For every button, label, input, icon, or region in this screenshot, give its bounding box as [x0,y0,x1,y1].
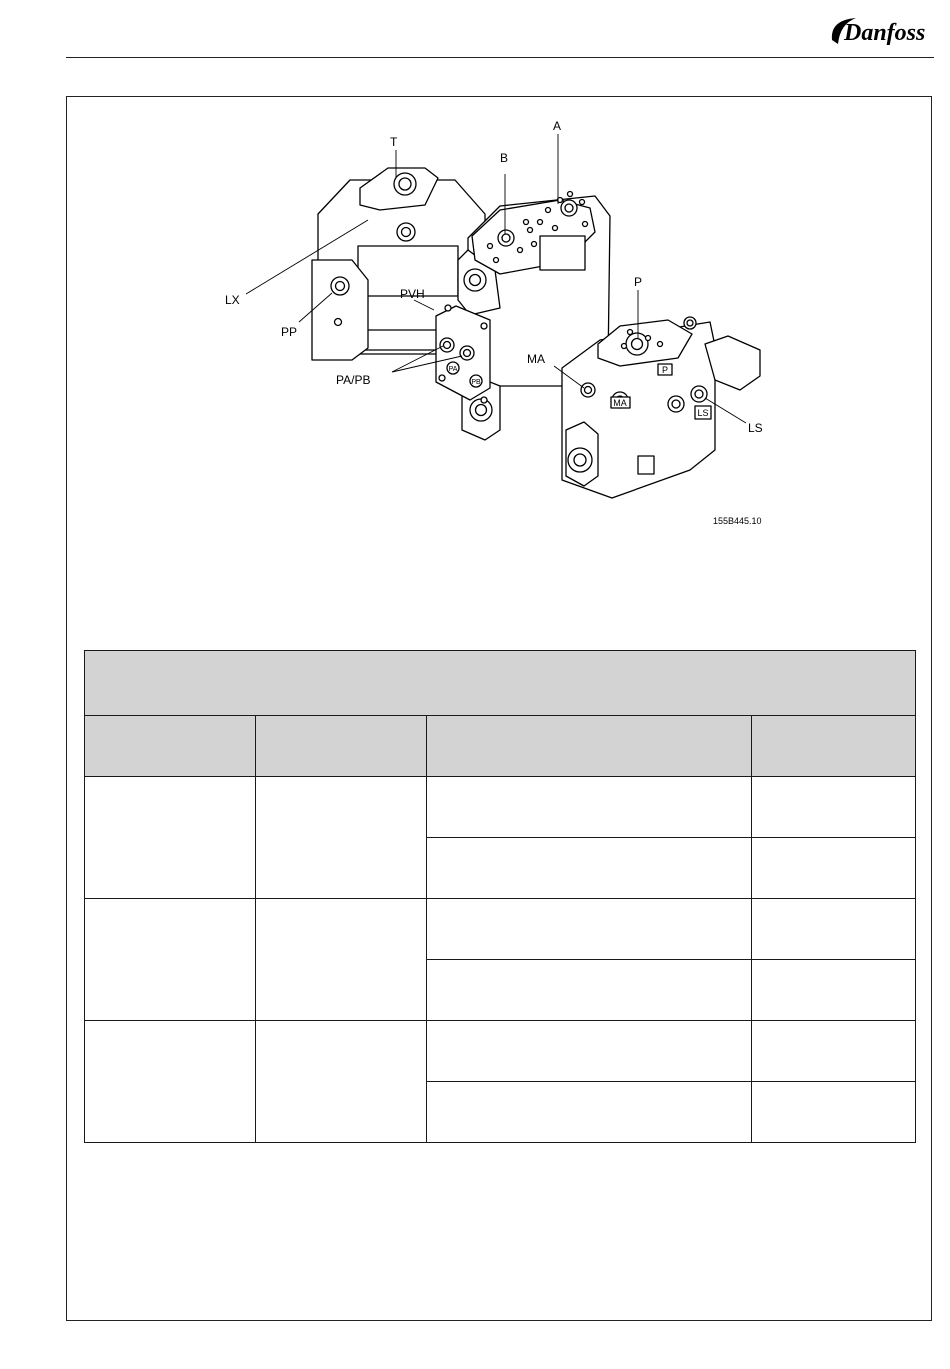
table-row [85,1021,916,1082]
table-header-cell [256,716,427,777]
figure-id: 155B445.10 [713,516,762,526]
engraved-ls: LS [697,408,709,418]
table-cell [752,777,916,838]
label-ls: LS [748,421,763,435]
table-cell [85,777,256,899]
table-cell [427,1082,752,1143]
label-pvh: PVH [400,287,425,301]
label-pa-pb: PA/PB [336,373,371,387]
table-cell [85,1021,256,1143]
table-cell [256,1021,427,1143]
engraved-ma: MA [613,398,627,408]
table-cell [427,899,752,960]
table-cell [256,899,427,1021]
table-cell [85,899,256,1021]
engraved-pa: PA [448,366,458,373]
table-row [85,777,916,838]
label-pp: PP [281,325,298,339]
table-header-cell [427,716,752,777]
table-row [85,899,916,960]
label-p: P [634,275,643,289]
valve-assembly-drawing [200,110,780,540]
specification-table [84,650,916,1143]
logo-wordmark: Danfoss [844,20,926,46]
engraved-p: P [661,365,669,375]
table-cell [427,838,752,899]
table-cell [427,960,752,1021]
label-ma: MA [527,352,545,366]
label-a: A [553,119,562,133]
table-header-cell [85,716,256,777]
table-title [85,651,916,716]
table-header-cell [752,716,916,777]
engraved-pb: PB [471,379,481,386]
table-cell [752,1082,916,1143]
table-cell [752,1021,916,1082]
danfoss-logo [826,10,926,52]
table-cell [256,777,427,899]
table-cell [427,1021,752,1082]
table-cell [752,899,916,960]
label-t: T [390,135,398,149]
table-cell [752,960,916,1021]
table-cell [752,838,916,899]
label-lx: LX [225,293,240,307]
label-b: B [500,151,509,165]
header-rule [66,57,934,58]
pvh-control-block [436,305,490,403]
table-cell [427,777,752,838]
